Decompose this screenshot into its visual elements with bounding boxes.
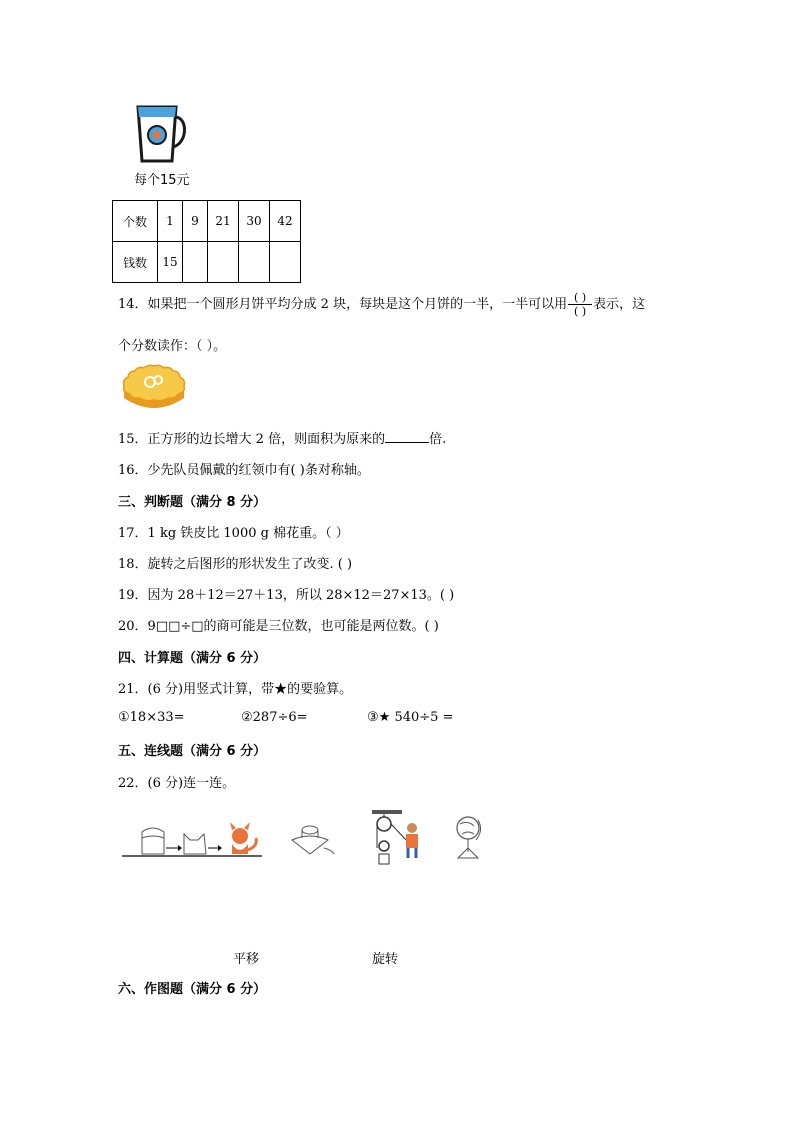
table-cell xyxy=(239,242,270,283)
label-translate: 平移 xyxy=(233,952,260,967)
question-14-line2: 个分数读作：（ ）。 xyxy=(118,339,227,354)
table-cell: 9 xyxy=(183,201,208,242)
question-22: 22．(6 分)连一连。 xyxy=(118,776,236,791)
q14-text-a: 14．如果把一个圆形月饼平均分成 2 块，每块是这个月饼的一半，一半可以用 xyxy=(118,297,568,312)
table-cell xyxy=(208,242,239,283)
question-15 xyxy=(118,428,446,447)
translation-picture xyxy=(122,818,262,860)
price-table xyxy=(112,200,301,283)
question-21: 21．(6 分)用竖式计算，带★的要验算。 xyxy=(118,682,353,697)
question-19: 19．因为 28＋12＝27＋13，所以 28×12＝27×13。( ) xyxy=(118,588,455,603)
cup-image xyxy=(132,103,190,165)
question-20: 20．9□□÷□的商可能是三位数，也可能是两位数。( ) xyxy=(118,619,439,634)
calc-c: ③★ 540÷5 = xyxy=(367,710,454,725)
table-cell xyxy=(183,242,208,283)
pulley-picture xyxy=(368,808,424,868)
table-cell: 1 xyxy=(158,201,183,242)
fraction xyxy=(568,292,592,317)
q15-text-a: 15．正方形的边长增大 2 倍，则面积为原来的 xyxy=(118,432,386,447)
section-4-heading: 四、计算题（满分 6 分） xyxy=(118,651,267,666)
question-18: 18．旋转之后图形的形状发生了改变. ( ) xyxy=(118,557,353,572)
table-cell: 15 xyxy=(158,242,183,283)
table-cell: 30 xyxy=(239,201,270,242)
cup-caption: 每个15元 xyxy=(134,173,190,188)
table-cell: 42 xyxy=(270,201,301,242)
calc-b: ②287÷6= xyxy=(241,710,308,725)
table-cell: 个数 xyxy=(113,201,158,242)
q15-text-b: 倍. xyxy=(429,432,447,447)
fraction-top: ( ) xyxy=(574,291,587,304)
question-16: 16．少先队员佩戴的红领巾有( )条对称轴。 xyxy=(118,463,370,478)
label-rotate: 旋转 xyxy=(372,952,399,967)
q14-text-b: 表示，这 xyxy=(593,297,646,312)
question-14 xyxy=(118,290,645,320)
section-6-heading: 六、作图题（满分 6 分） xyxy=(118,982,267,997)
table-cell: 21 xyxy=(208,201,239,242)
table-cell xyxy=(270,242,301,283)
globe-picture xyxy=(452,812,486,862)
question-17: 17．1 kg 铁皮比 1000 g 棉花重。（ ） xyxy=(118,526,349,541)
calc-a: ①18×33= xyxy=(118,710,185,725)
section-3-heading: 三、判断题（满分 8 分） xyxy=(118,495,267,510)
table-row xyxy=(113,242,301,283)
section-5-heading: 五、连线题（满分 6 分） xyxy=(118,744,267,759)
answer-blank[interactable] xyxy=(385,430,429,443)
fraction-bottom: ( ) xyxy=(574,305,587,318)
table-cell: 钱数 xyxy=(113,242,158,283)
table-row xyxy=(113,201,301,242)
mooncake-image xyxy=(120,362,188,416)
top-picture xyxy=(288,822,338,858)
